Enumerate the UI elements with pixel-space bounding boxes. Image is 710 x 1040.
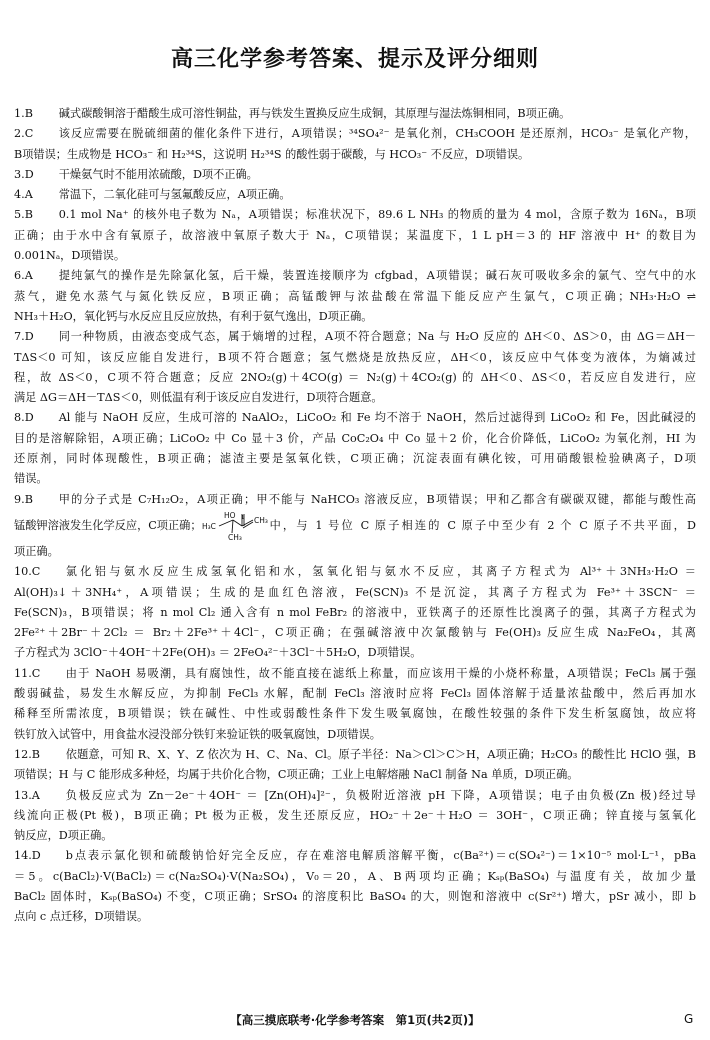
answer-first-line: [14, 104, 696, 124]
explanation-line: 常温下，二氧化硅可与氢氟酸反应，A项正确。: [58, 188, 291, 202]
answer-letter: B: [24, 208, 33, 222]
question-number: 12.: [14, 747, 32, 761]
question-number: 11.: [14, 666, 32, 680]
explanation-line: ＝5。c(BaCl₂)·V(BaCl₂)＝c(Na₂SO₄)·V(Na₂SO₄)，V₀＝20，A、B两项均正确；Kₛₚ(BaSO₄) 与温度有关，故加少量: [14, 869, 696, 883]
answer-letter: D: [24, 167, 34, 181]
explanation-line: 负极反应式为 Zn－2e⁻＋4OH⁻ ＝ [Zn(OH)₄]²⁻，负极附近溶液 pH 下降，A项错误；电子由负极(Zn 极)经过导: [65, 788, 696, 802]
explanation-line: 满足 ΔG＝ΔH－TΔS＜0，则低温有利于该反应自发进行，D项符合题意。: [14, 391, 383, 405]
question-number: 8.: [14, 411, 25, 425]
answer-first-line: [14, 124, 696, 144]
answer-first-line: [14, 562, 696, 582]
answer-item: [14, 124, 696, 165]
answer-first-line: [14, 664, 696, 684]
answer-first-line: [14, 846, 696, 866]
explanation-line: 点向 c 点迁移，D项错误。: [14, 910, 149, 924]
question-number: 9.: [14, 492, 25, 506]
answer-letter: B: [31, 747, 41, 761]
explanation-line: 稀释至所需浓度，B项错误；铁在碱性、中性或弱酸性条件下发生吸氧腐蚀，在酸性较强的条件下发生析氢腐蚀，故应将: [14, 707, 696, 721]
answer-letter: B: [24, 107, 33, 120]
answer-letter: A: [24, 188, 33, 202]
answer-first-line: [14, 327, 696, 347]
explanation-line: B项错误；生成物是 HCO₃⁻ 和 H₂³⁴S，这说明 H₂³⁴S 的酸性弱于碳酸，与 HCO₃⁻ 不反应，D项错误。: [14, 147, 530, 161]
answer-item: [14, 664, 696, 745]
footer-version-letter: G: [684, 1012, 694, 1026]
explanation-line: Fe(SCN)₃，B项错误；将 n mol Cl₂ 通入含有 n mol FeBr₂ 的溶液中，亚铁离子的还原性比溴离子的强，其离子方程式为: [14, 605, 696, 619]
answer-item: [14, 846, 696, 927]
answer-first-line: [14, 745, 696, 765]
answer-first-line: [14, 185, 696, 205]
answer-letter: D: [31, 849, 41, 863]
explanation-line: 酸弱碱盐，易发生水解反应，为抑制 FeCl₃ 水解，配制 FeCl₃ 溶液时应将 FeCl₃ 固体溶解于适量浓盐酸中，然后再加水: [14, 687, 696, 701]
answer-letter: D: [24, 411, 34, 425]
methyl-label-right: CH₃: [253, 515, 268, 525]
answer-item: [14, 745, 696, 786]
explanation-line: 目的是溶解除铝，A项正确；LiCoO₂ 中 Co 显＋3 价，产品 CoC₂O₄ 中 Co 显＋2 价，化合价降低，LiCoO₂ 为氧化剂，HI 为: [14, 431, 696, 445]
explanation-line: 还原剂，同时体现酸性，B项正确；滤渣主要是氢氧化铁，C项正确；沉淀表面有碘化铵，可用硝酸银检验碘离子，D项: [14, 452, 696, 466]
answer-item: [14, 185, 696, 205]
explanation-line: 该反应需要在脱硫细菌的催化条件下进行，A项错误；³⁴SO₄²⁻ 是氧化剂，CH₃COOH 是还原剂，HCO₃⁻ 是氧化产物，: [58, 127, 696, 141]
explanation-line: 钠反应，D项正确。: [14, 829, 113, 843]
explanation-line: 提纯氯气的操作是先除氯化氢，后干燥，装置连接顺序为 cfgbad，A项错误；碱石灰可吸收多余的氯气、空气中的水: [58, 269, 696, 283]
answer-item: [14, 266, 696, 327]
explanation-line: 2Fe²⁺＋2Br⁻＋2Cl₂ ＝ Br₂＋2Fe³⁺＋4Cl⁻，C项正确；在强碱溶液中次氯酸钠与 Fe(OH)₃ 反应生成 Na₂FeO₄，其离: [14, 626, 696, 640]
answer-letter: A: [31, 788, 40, 802]
answer-item: [14, 327, 696, 408]
answer-item: [14, 165, 696, 185]
answer-letter: C: [31, 666, 41, 680]
answer-first-line: [14, 165, 696, 185]
answer-first-line: [14, 266, 696, 286]
question-number: 10.: [14, 565, 32, 579]
answer-item: [14, 408, 696, 489]
methyl-label-bottom: CH₃: [227, 532, 242, 542]
question-number: 7.: [14, 330, 25, 344]
explanation-line: 正确；由于水中含有氧原子，故溶液中氧原子数大于 Nₐ，C项错误；某温度下，1 L pH＝3 的 HF 溶液中 H⁺ 的数目为: [14, 228, 696, 242]
explanation-line: 依题意，可知 R、X、Y、Z 依次为 H、C、Na、Cl。原子半径：Na＞Cl＞C＞H，A项正确；H₂CO₃ 的酸性比 HClO 强，B: [65, 747, 696, 761]
page-footer: 【高三摸底联考·化学参考答案 第1页(共2页)】: [230, 1013, 480, 1027]
question-number: 5.: [14, 208, 25, 222]
explanation-line: 0.1 mol Na⁺ 的核外电子数为 Nₐ，A项错误；标准状况下，89.6 L NH₃ 的物质的量为 4 mol，含原子数为 16Nₐ，B项: [58, 208, 696, 222]
explanation-line: TΔS＜0 可知，该反应能自发进行，B项不符合题意；氢气燃烧是放热反应，ΔH＜0，该反应中气体变为液体，为熵减过: [14, 350, 696, 364]
answer-item: [14, 490, 696, 563]
explanation-line: 蒸气，避免水蒸气与氮化铁反应，B项正确；高锰酸钾与浓盐酸在常温下能反应产生氯气，C项正确；NH₃·H₂O ⇌: [14, 289, 696, 303]
answer-letter: A: [24, 269, 33, 283]
answer-first-line: [14, 205, 696, 225]
explanation-line: 同一种物质，由液态变成气态，属于熵增的过程，A项不符合题意；Na 与 H₂O 反应的 ΔH＜0、ΔS＞0，由 ΔG＝ΔH－: [58, 330, 696, 344]
explanation-line: 线流向正极(Pt 极)，B项正确；Pt 极为正极，发生还原反应，HO₂⁻＋2e⁻＋H₂O ＝ 3OH⁻，C项正确；锌直接与氢氧化: [14, 808, 696, 822]
question-number: 2.: [14, 127, 25, 141]
explanation-line: 项错误；H 与 C 能形成多种烃，均属于共价化合物，C项正确；工业上电解熔融 NaCl 制备 Na 单质，D项正确。: [14, 768, 579, 782]
explanation-line: 错误。: [14, 472, 48, 486]
answer-item: [14, 562, 696, 663]
explanation-line: b点表示氯化钡和硫酸钠恰好完全反应，存在难溶电解质溶解平衡，c(Ba²⁺)＝c(SO₄²⁻)＝1×10⁻⁵ mol·L⁻¹，pBa: [65, 849, 696, 863]
answer-letter: C: [31, 565, 41, 579]
question-number: 3.: [14, 167, 25, 181]
bond: [232, 520, 233, 533]
explanation-line: NH₃＋H₂O，氧化钙与水反应且反应放热，有利于氨气逸出，D项正确。: [14, 309, 373, 323]
explanation-line: 干燥氨气时不能用浓硫酸，D项不正确。: [58, 167, 258, 181]
answer-item: [14, 205, 696, 266]
answer-first-line: [14, 786, 696, 806]
explanation-line: Al 能与 NaOH 反应，生成可溶的 NaAlO₂，LiCoO₂ 和 Fe 均不溶于 NaOH，然后过滤得到 LiCoO₂ 和 Fe，因此碱浸的: [58, 411, 696, 425]
explanation-line: 氯化铝与氨水反应生成氢氧化铝和水，氢氧化铝与氨水不反应，其离子方程式为 Al³⁺＋3NH₃·H₂O ＝: [65, 565, 696, 579]
answer-first-line: [14, 408, 696, 428]
explanation-line: 0.001Nₐ，D项错误。: [14, 249, 126, 263]
explanation-text: 锰酸钾溶液发生化学反应，C项正确；: [14, 518, 202, 532]
answer-letter: C: [24, 127, 34, 141]
explanation-text: 中，与 1 号位 C 原子相连的 C 原子中至少有 2 个 C 原子不共平面，D: [269, 518, 696, 532]
methyl-label-left: H₃C: [201, 521, 216, 531]
question-number: 13.: [14, 788, 32, 802]
explanation-line: 项正确。: [14, 544, 59, 558]
answer-letter: D: [24, 330, 34, 344]
explanation-line: BaCl₂ 固体时，Kₛₚ(BaSO₄) 不变，C项正确；SrSO₄ 的溶度积比 BaSO₄ 的大，则饱和溶液中 c(Sr²⁺) 增大，pSr 减小，即 b: [14, 889, 696, 903]
explanation-line: 由于 NaOH 易吸潮，具有腐蚀性，故不能直接在滤纸上称量，而应该用干燥的小烧杯称量，A项错误；FeCl₃ 属于强: [65, 666, 696, 680]
answer-letter: B: [24, 492, 33, 506]
question-number: 14.: [14, 849, 32, 863]
answer-item: [14, 786, 696, 847]
answer-first-line: [14, 490, 696, 510]
explanation-line: 甲的分子式是 C₇H₁₂O₂，A项正确；甲不能与 NaHCO₃ 溶液反应，B项错误；甲和乙都含有碳碳双键，都能与酸性高: [58, 492, 696, 506]
question-number: 6.: [14, 269, 25, 283]
page-title: 高三化学参考答案、提示及评分细则: [170, 47, 539, 72]
answer-list: [14, 104, 696, 928]
explanation-line: 程，故 ΔS＜0，C项不符合题意；反应 2NO₂(g)＋4CO(g) ＝ N₂(g)＋4CO₂(g) 的 ΔH＜0、ΔS＜0，若反应自发进行，应: [14, 370, 696, 384]
structural-formula: [202, 510, 270, 542]
explanation-line: 碱式碳酸铜溶于醋酸生成可溶性铜盐，再与铁发生置换反应生成铜，其原理与湿法炼铜相同，B项正确。: [58, 107, 571, 120]
carbon-position-label: 1: [240, 514, 245, 521]
question-number: 1.: [14, 107, 25, 120]
bond: [219, 520, 233, 526]
answer-item: [14, 104, 696, 124]
explanation-line: Al(OH)₃↓＋3NH₄⁺，A项错误；生成的是血红色溶液，Fe(SCN)₃ 不是沉淀，其离子方程式为 Fe³⁺＋3SCN⁻ ＝: [14, 585, 696, 599]
explanation-line: 子方程式为 3ClO⁻＋4OH⁻＋2Fe(OH)₃ ＝ 2FeO₄²⁻＋3Cl⁻＋5H₂O，D项错误。: [14, 646, 422, 660]
explanation-line: 铁钉放入试管中，用食盐水浸没部分铁钉来验证铁的吸氧腐蚀，D项错误。: [14, 727, 381, 741]
hydroxyl-label: HO: [223, 510, 236, 520]
question-number: 4.: [14, 188, 25, 202]
structure-line: [14, 510, 696, 542]
